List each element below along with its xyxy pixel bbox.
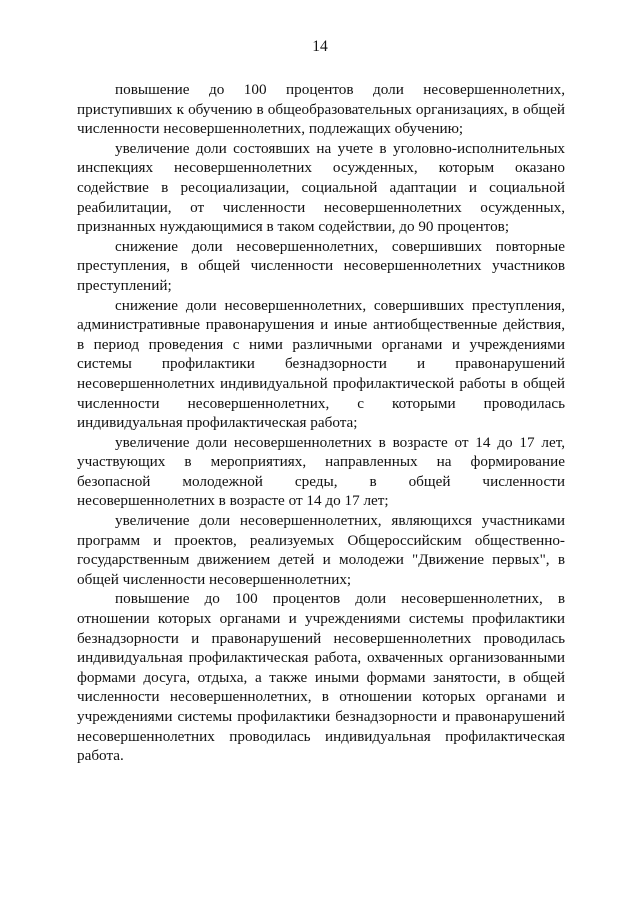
- page-number: 14: [312, 38, 328, 55]
- paragraph: увеличение доли несовершеннолетних, являющихся участниками программ и проектов, реализуемых Общероссийским общественно-государственным движением детей и молодежи "Движение первых", в общей численности несовершеннолетних;: [77, 512, 565, 588]
- paragraph: повышение до 100 процентов доли несовершеннолетних, в отношении которых органами и учреждениями системы профилактики безнадзорности и правонарушений несовершеннолетних проводилась индивидуальная профилактическая работа, охваченных организованными формами досуга, отдыха, а также иными формами занятости, в общей численности несовершеннолетних, в отношении которых органами и учреждениями системы профилактики безнадзорности и правонарушений несовершеннолетних проводилась индивидуальная профилактическая работа.: [77, 590, 565, 765]
- paragraph: снижение доли несовершеннолетних, совершивших повторные преступления, в общей численности несовершеннолетних участников преступлений;: [77, 237, 565, 294]
- paragraph: увеличение доли несовершеннолетних в возрасте от 14 до 17 лет, участвующих в мероприятиях, направленных на формирование безопасной молодежной среды, в общей численности несовершеннолетних в возрасте от 14 до 17 лет;: [77, 433, 565, 510]
- paragraph: повышение до 100 процентов доли несовершеннолетних, приступивших к обучению в общеобразовательных организациях, в общей численности несовершеннолетних, подлежащих обучению;: [77, 81, 565, 138]
- paragraph: увеличение доли состоявших на учете в уголовно-исполнительных инспекциях несовершеннолетних осужденных, которым оказано содействие в ресоциализации, социальной адаптации и социальной реабилитации, от численности несовершеннолетних осужденных, признанных нуждающимися в таком содействии, до 90 процентов;: [77, 139, 565, 236]
- document-body: [77, 80, 565, 766]
- paragraph: снижение доли несовершеннолетних, совершивших преступления, административные правонарушения и иные антиобщественные действия, в период проведения с ними различными органами и учреждениями системы профилактики безнадзорности и правонарушений несовершеннолетних индивидуальной профилактической работы в общей численности несовершеннолетних, с которыми проводилась индивидуальная профилактическая работа;: [77, 296, 565, 432]
